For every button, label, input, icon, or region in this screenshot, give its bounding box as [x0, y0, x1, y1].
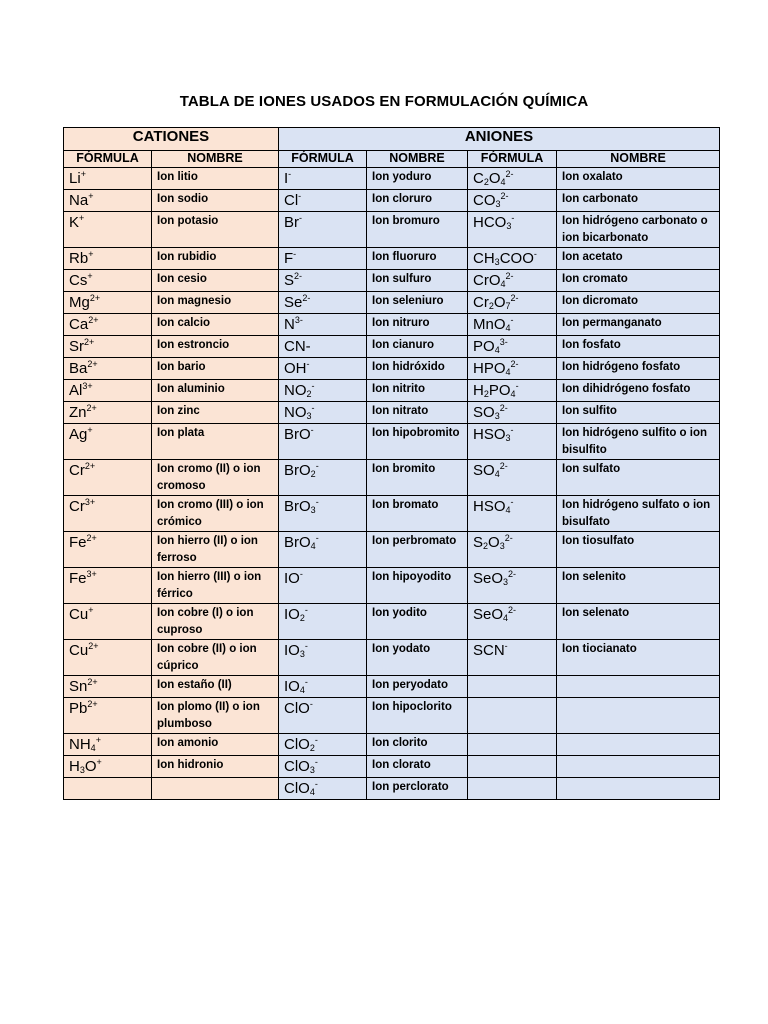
- anion-name: Ion bromito: [367, 460, 468, 496]
- anion-formula: $S^{2-}$: [279, 270, 367, 292]
- cation-formula: $Ba^{2+}$: [64, 358, 152, 380]
- table-row: [64, 568, 720, 604]
- anion-name: Ion cianuro: [367, 336, 468, 358]
- anion-name: Ion yoduro: [367, 168, 468, 190]
- cation-name: Ion magnesio: [152, 292, 279, 314]
- cation-name: Ion sodio: [152, 190, 279, 212]
- table-row: [64, 698, 720, 734]
- table-row: [64, 604, 720, 640]
- anion-name: Ion hidrógeno sulfato o ion bisulfato: [557, 496, 720, 532]
- cation-name: Ion hidronio: [152, 756, 279, 778]
- anions-group-header: ANIONES: [279, 128, 720, 151]
- anion-formula: $SO_3^{2-}$: [468, 402, 557, 424]
- anion-formula: $NO_3^-$: [279, 402, 367, 424]
- cation-name: Ion cesio: [152, 270, 279, 292]
- cation-formula: $Cu^{2+}$: [64, 640, 152, 676]
- anion-formula: Br-: [279, 212, 367, 248]
- anion-formula: OH-: [279, 358, 367, 380]
- ion-table: [63, 127, 720, 800]
- anion-name: [557, 756, 720, 778]
- cation-name: Ion calcio: [152, 314, 279, 336]
- anion-name: Ion hidrógeno carbonato o ion bicarbonato: [557, 212, 720, 248]
- cation-name: Ion cromo (II) o ion cromoso: [152, 460, 279, 496]
- anion-name: Ion bromuro: [367, 212, 468, 248]
- anion-name: Ion bromato: [367, 496, 468, 532]
- cation-name: Ion potasio: [152, 212, 279, 248]
- table-row: [64, 314, 720, 336]
- table-row: [64, 640, 720, 676]
- cation-formula: $Cr^{2+}$: [64, 460, 152, 496]
- cation-formula: Na+: [64, 190, 152, 212]
- table-row: [64, 756, 720, 778]
- anion-name: Ion nitrito: [367, 380, 468, 402]
- anion-formula: $SO_4^{2-}$: [468, 460, 557, 496]
- anion-formula: I-: [279, 168, 367, 190]
- table-row: [64, 460, 720, 496]
- anion-name: Ion carbonato: [557, 190, 720, 212]
- anion-formula: $Se^{2-}$: [279, 292, 367, 314]
- anion-formula: BrO$_2$-: [279, 460, 367, 496]
- anion-name: Ion sulfuro: [367, 270, 468, 292]
- anion-name: Ion oxalato: [557, 168, 720, 190]
- anion-formula: CrO$_4^{2-}$: [468, 270, 557, 292]
- anion-name: Ion permanganato: [557, 314, 720, 336]
- anion-formula: $CH_3COO^-$: [468, 248, 557, 270]
- anion-name: Ion hidrógeno fosfato: [557, 358, 720, 380]
- cation-name: Ion plata: [152, 424, 279, 460]
- table-row: [64, 676, 720, 698]
- cation-formula: K+: [64, 212, 152, 248]
- anion-name: Ion clorato: [367, 756, 468, 778]
- cation-formula: $Cr^{3+}$: [64, 496, 152, 532]
- anion-formula: F-: [279, 248, 367, 270]
- anion-formula: $NO_2^-$: [279, 380, 367, 402]
- anion-formula: $IO_3^-$: [279, 640, 367, 676]
- table-row: [64, 270, 720, 292]
- anion-formula: $HSO_4^-$: [468, 496, 557, 532]
- anion-name: Ion acetato: [557, 248, 720, 270]
- anion-name: [557, 778, 720, 800]
- anion-name: Ion selenito: [557, 568, 720, 604]
- cation-formula: $Fe^{3+}$: [64, 568, 152, 604]
- anion-formula: $HPO_4^{2-}$: [468, 358, 557, 380]
- anion-name: Ion hipoyodito: [367, 568, 468, 604]
- cation-formula: $Sr^{2+}$: [64, 336, 152, 358]
- anion-formula: ClO$_4$-: [279, 778, 367, 800]
- anion-formula: BrO$_3$-: [279, 496, 367, 532]
- anion-formula: [468, 676, 557, 698]
- anion-name: Ion nitruro: [367, 314, 468, 336]
- anion-name: Ion hidróxido: [367, 358, 468, 380]
- anion-formula: IO-: [279, 568, 367, 604]
- cation-name: Ion amonio: [152, 734, 279, 756]
- anion-name: Ion selenato: [557, 604, 720, 640]
- anion-name: Ion perbromato: [367, 532, 468, 568]
- table-row: [64, 248, 720, 270]
- anion-name: Ion clorito: [367, 734, 468, 756]
- anion-formula: CN-: [279, 336, 367, 358]
- anion-name: Ion hipobromito: [367, 424, 468, 460]
- anion-name: Ion sulfato: [557, 460, 720, 496]
- anion-formula: [468, 734, 557, 756]
- cation-name: Ion rubidio: [152, 248, 279, 270]
- cation-name: Ion aluminio: [152, 380, 279, 402]
- cation-formula: Cu+: [64, 604, 152, 640]
- anion-formula: SeO$_3^{2-}$: [468, 568, 557, 604]
- cation-formula: $H_3O^+$: [64, 756, 152, 778]
- anion-name: Ion cloruro: [367, 190, 468, 212]
- anion-formula: $H_2PO_4^-$: [468, 380, 557, 402]
- anion-name: Ion fosfato: [557, 336, 720, 358]
- anion-formula: $N^{3-}$: [279, 314, 367, 336]
- cation-formula: Rb+: [64, 248, 152, 270]
- anion-formula: SeO$_4^{2-}$: [468, 604, 557, 640]
- anion-formula-header: FÓRMULA: [279, 151, 367, 168]
- cation-name: Ion estaño (II): [152, 676, 279, 698]
- anion-formula: [468, 756, 557, 778]
- anion-formula: [468, 698, 557, 734]
- table-row: [64, 336, 720, 358]
- cation-name: Ion estroncio: [152, 336, 279, 358]
- anion-name: Ion dicromato: [557, 292, 720, 314]
- anion-formula: BrO-: [279, 424, 367, 460]
- anion-formula: $CO_3^{2-}$: [468, 190, 557, 212]
- cation-formula: $NH_4^+$: [64, 734, 152, 756]
- cation-name: Ion litio: [152, 168, 279, 190]
- table-row: [64, 778, 720, 800]
- table-row: [64, 292, 720, 314]
- anion-name-header-2: NOMBRE: [557, 151, 720, 168]
- anion-name-header: NOMBRE: [367, 151, 468, 168]
- anion-formula: $Cr_2O_7^{2-}$: [468, 292, 557, 314]
- anion-formula: MnO$_4$-: [468, 314, 557, 336]
- cation-formula: Cs+: [64, 270, 152, 292]
- anion-formula: $HSO_3^-$: [468, 424, 557, 460]
- cation-formula: $Ca^{2+}$: [64, 314, 152, 336]
- table-row: [64, 402, 720, 424]
- cation-formula: $Fe^{2+}$: [64, 532, 152, 568]
- anion-formula: SCN-: [468, 640, 557, 676]
- anion-formula: $HCO_3^-$: [468, 212, 557, 248]
- cation-name: Ion zinc: [152, 402, 279, 424]
- anion-formula: $PO_4^{3-}$: [468, 336, 557, 358]
- anion-name: Ion nitrato: [367, 402, 468, 424]
- table-row: [64, 168, 720, 190]
- cation-formula-header: FÓRMULA: [64, 151, 152, 168]
- cation-name: Ion bario: [152, 358, 279, 380]
- cation-name: Ion cobre (I) o ion cuproso: [152, 604, 279, 640]
- table-row: [64, 212, 720, 248]
- anion-name: Ion hidrógeno sulfito o ion bisulfito: [557, 424, 720, 460]
- cation-name: Ion plomo (II) o ion plumboso: [152, 698, 279, 734]
- cation-name: Ion hierro (II) o ion ferroso: [152, 532, 279, 568]
- table-row: [64, 380, 720, 402]
- anion-name: Ion fluoruro: [367, 248, 468, 270]
- table-row: [64, 358, 720, 380]
- cation-formula: [64, 778, 152, 800]
- anion-formula: ClO-: [279, 698, 367, 734]
- cation-name-header: NOMBRE: [152, 151, 279, 168]
- cation-name: Ion hierro (III) o ion férrico: [152, 568, 279, 604]
- anion-name: Ion hipoclorito: [367, 698, 468, 734]
- anion-name: [557, 698, 720, 734]
- cation-formula: $Mg^{2+}$: [64, 292, 152, 314]
- anion-name: Ion yodato: [367, 640, 468, 676]
- anion-formula: Cl-: [279, 190, 367, 212]
- anion-formula: ClO$_2$-: [279, 734, 367, 756]
- cation-formula: Li+: [64, 168, 152, 190]
- cations-group-header: CATIONES: [64, 128, 279, 151]
- anion-name: Ion peryodato: [367, 676, 468, 698]
- cation-name: Ion cobre (II) o ion cúprico: [152, 640, 279, 676]
- anion-name: Ion tiosulfato: [557, 532, 720, 568]
- ion-table-body: [64, 168, 720, 800]
- anion-name: Ion yodito: [367, 604, 468, 640]
- anion-formula-header-2: FÓRMULA: [468, 151, 557, 168]
- anion-name: Ion cromato: [557, 270, 720, 292]
- anion-formula: [468, 778, 557, 800]
- cation-name: [152, 778, 279, 800]
- anion-formula: BrO$_4$-: [279, 532, 367, 568]
- anion-formula: ClO$_3$-: [279, 756, 367, 778]
- anion-name: Ion seleniuro: [367, 292, 468, 314]
- anion-name: [557, 676, 720, 698]
- cation-formula: $Pb^{2+}$: [64, 698, 152, 734]
- table-row: [64, 532, 720, 568]
- anion-name: Ion perclorato: [367, 778, 468, 800]
- cation-formula: $Al^{3+}$: [64, 380, 152, 402]
- anion-formula: $IO_2^-$: [279, 604, 367, 640]
- anion-formula: $IO_4^-$: [279, 676, 367, 698]
- anion-name: Ion sulfito: [557, 402, 720, 424]
- anion-name: Ion tiocianato: [557, 640, 720, 676]
- table-row: [64, 190, 720, 212]
- cation-formula: Ag+: [64, 424, 152, 460]
- cation-formula: $Zn^{2+}$: [64, 402, 152, 424]
- cation-formula: $Sn^{2+}$: [64, 676, 152, 698]
- anion-formula: $S_2O_3^{2-}$: [468, 532, 557, 568]
- anion-formula: $C_2O_4^{2-}$: [468, 168, 557, 190]
- table-row: [64, 496, 720, 532]
- table-row: [64, 734, 720, 756]
- anion-name: [557, 734, 720, 756]
- document-title: TABLA DE IONES USADOS EN FORMULACIÓN QUÍMICA: [179, 93, 589, 110]
- cation-name: Ion cromo (III) o ion crómico: [152, 496, 279, 532]
- anion-name: Ion dihidrógeno fosfato: [557, 380, 720, 402]
- table-row: [64, 424, 720, 460]
